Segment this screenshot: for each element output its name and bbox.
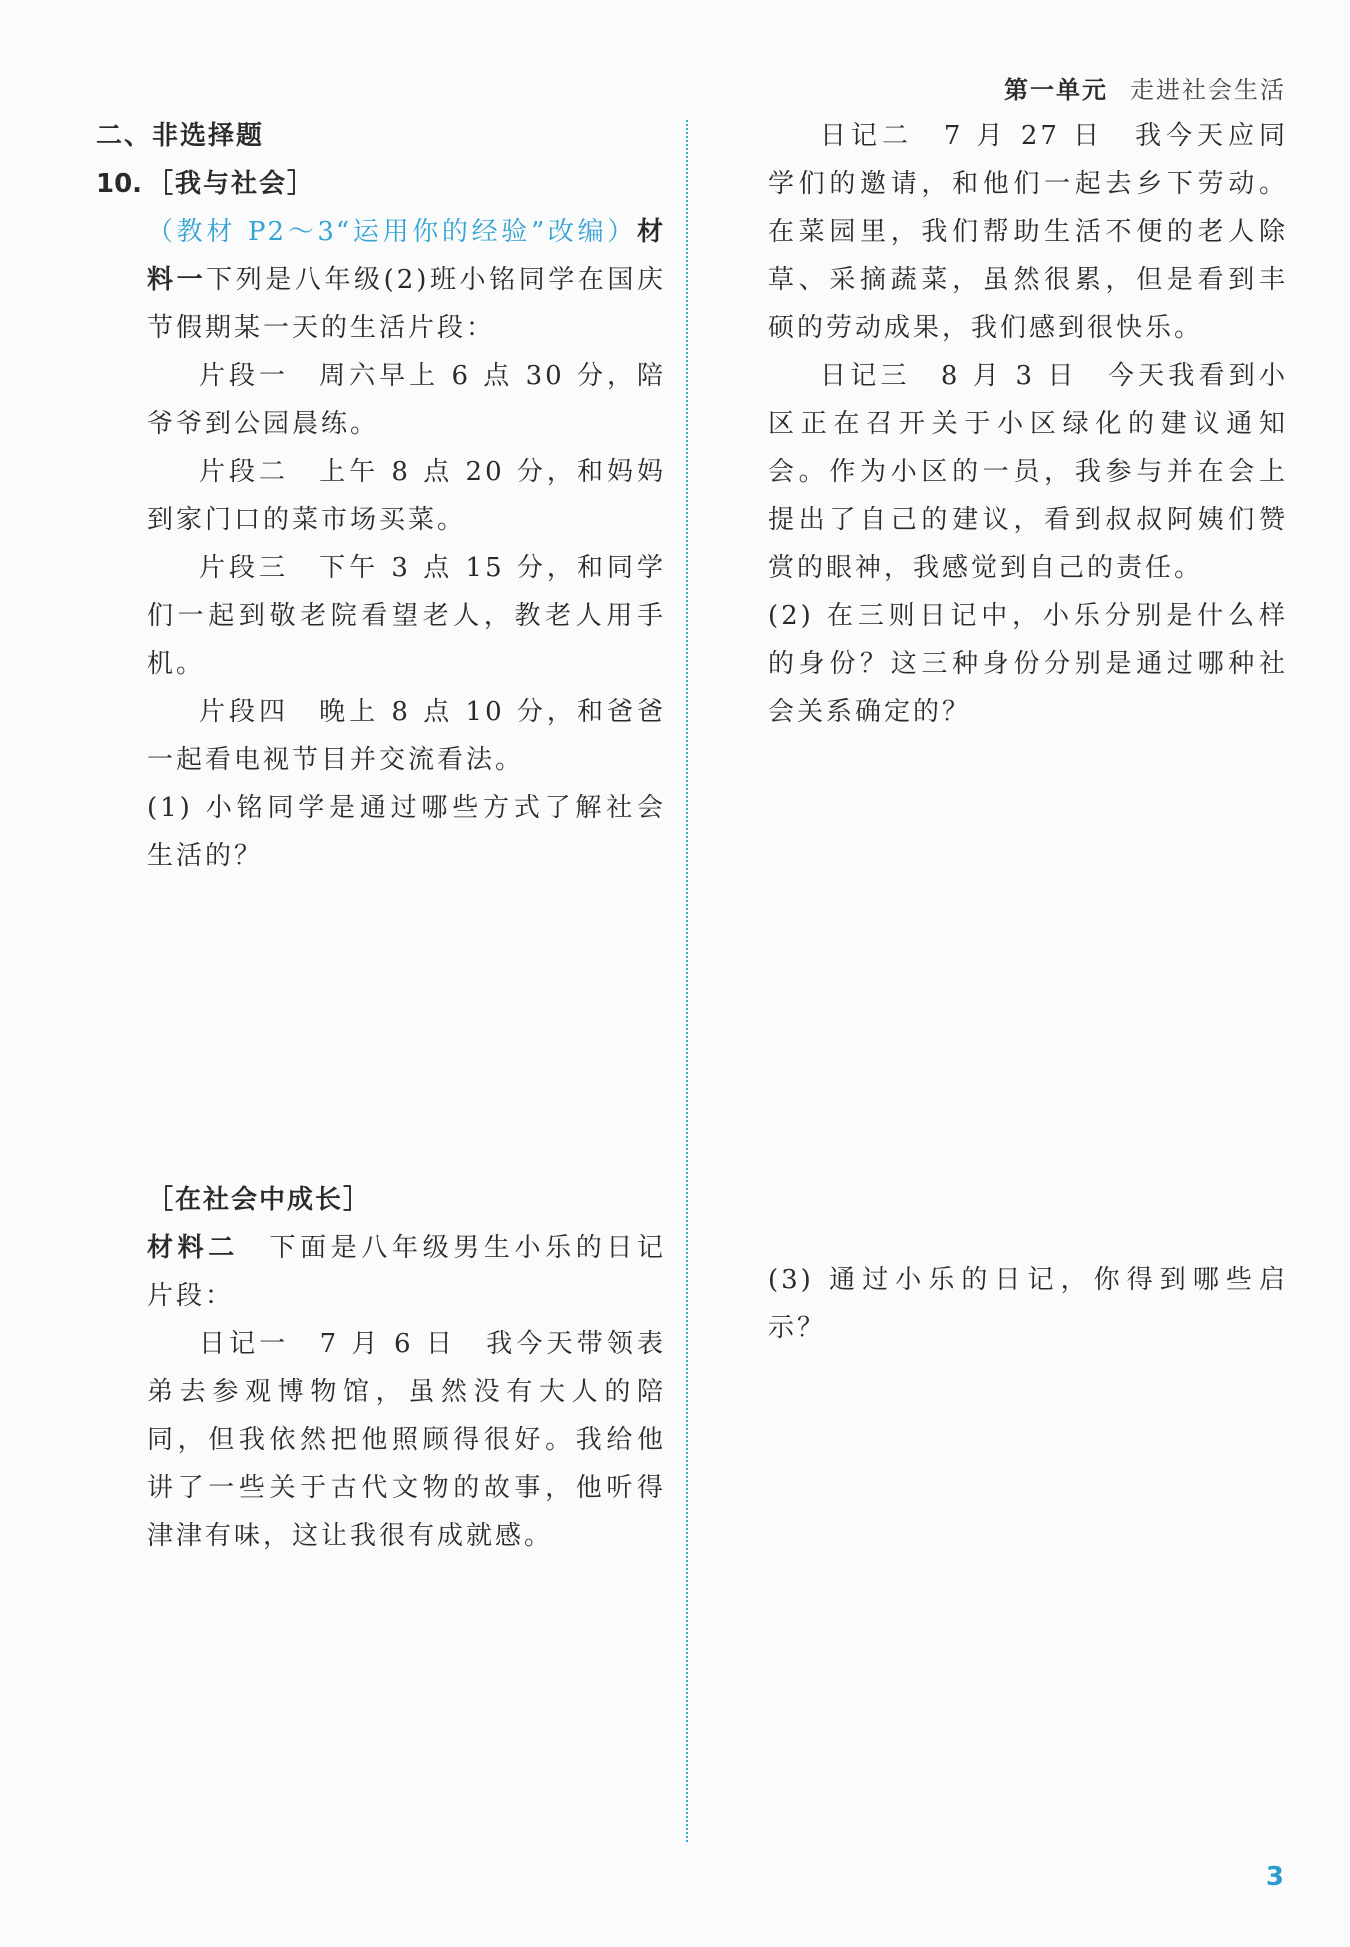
- topic-tag-growth: ［在社会中成长］: [147, 1185, 372, 1215]
- sub-question-1: (1) 小铭同学是通过哪些方式了解社会生活的？: [147, 793, 666, 871]
- diary-entry: 日记一 7 月 6 日 我今天带领表弟去参观博物馆，虽然没有大人的陪同，但我依然把他照顾得很好。我给他讲了一些关于古代文物的故事，他听得津津有味，这让我很有成就感。: [147, 1329, 666, 1551]
- segment-item: 片段四 晚上 8 点 10 分，和爸爸一起看电视节目并交流看法。: [147, 697, 666, 775]
- page-number: 3: [1265, 1862, 1284, 1892]
- material1-label: 材料一: [147, 217, 666, 295]
- segment-item: 片段一 周六早上 6 点 30 分，陪爷爷到公园晨练。: [147, 361, 666, 439]
- unit-label: 第一单元: [1004, 76, 1108, 104]
- right-column: [768, 112, 1288, 1343]
- segment-item: 片段二 上午 8 点 20 分，和妈妈到家门口的菜市场买菜。: [147, 457, 666, 535]
- diary-entry: 日记二 7 月 27 日 我今天应同学们的邀请，和他们一起去乡下劳动。在菜园里，我们帮助生活不便的老人除草、采摘蔬菜，虽然很累，但是看到丰硕的劳动成果，我们感到很快乐。: [768, 121, 1288, 343]
- segment-list: [96, 352, 666, 784]
- sub-question-3: (3) 通过小乐的日记，你得到哪些启示？: [768, 1265, 1288, 1343]
- material1-intro: [96, 208, 666, 352]
- left-column: [96, 112, 666, 1551]
- question-heading: [96, 160, 666, 208]
- sub-question-2: (2) 在三则日记中，小乐分别是什么样的身份？这三种身份分别是通过哪种社会关系确定的？: [768, 601, 1288, 727]
- material2-block: [96, 1176, 666, 1560]
- segment-item: 片段三 下午 3 点 15 分，和同学们一起到敬老院看望老人，教老人用手机。: [147, 553, 666, 679]
- textbook-source: （教材 P2～3“运用你的经验”改编）: [147, 217, 637, 247]
- material1-text: 下列是八年级(2)班小铭同学在国庆节假期某一天的生活片段：: [147, 265, 666, 343]
- question-number: 10.: [96, 169, 143, 199]
- material2-intro: [147, 1224, 666, 1320]
- diary-entry: 日记三 8 月 3 日 今天我看到小区正在召开关于小区绿化的建议通知会。作为小区的一员，我参与并在会上提出了自己的建议，看到叔叔阿姨们赞赏的眼神，我感觉到自己的责任。: [768, 361, 1288, 583]
- unit-topic: 走进社会生活: [1130, 76, 1286, 104]
- material2-label: 材料二: [147, 1233, 239, 1263]
- page-header: [1004, 70, 1286, 105]
- material2-text: 下面是八年级男生小乐的日记片段：: [147, 1233, 666, 1311]
- section-title: 二、非选择题: [96, 121, 265, 151]
- column-divider: [686, 120, 688, 1842]
- topic-tag-society: ［我与社会］: [147, 169, 316, 199]
